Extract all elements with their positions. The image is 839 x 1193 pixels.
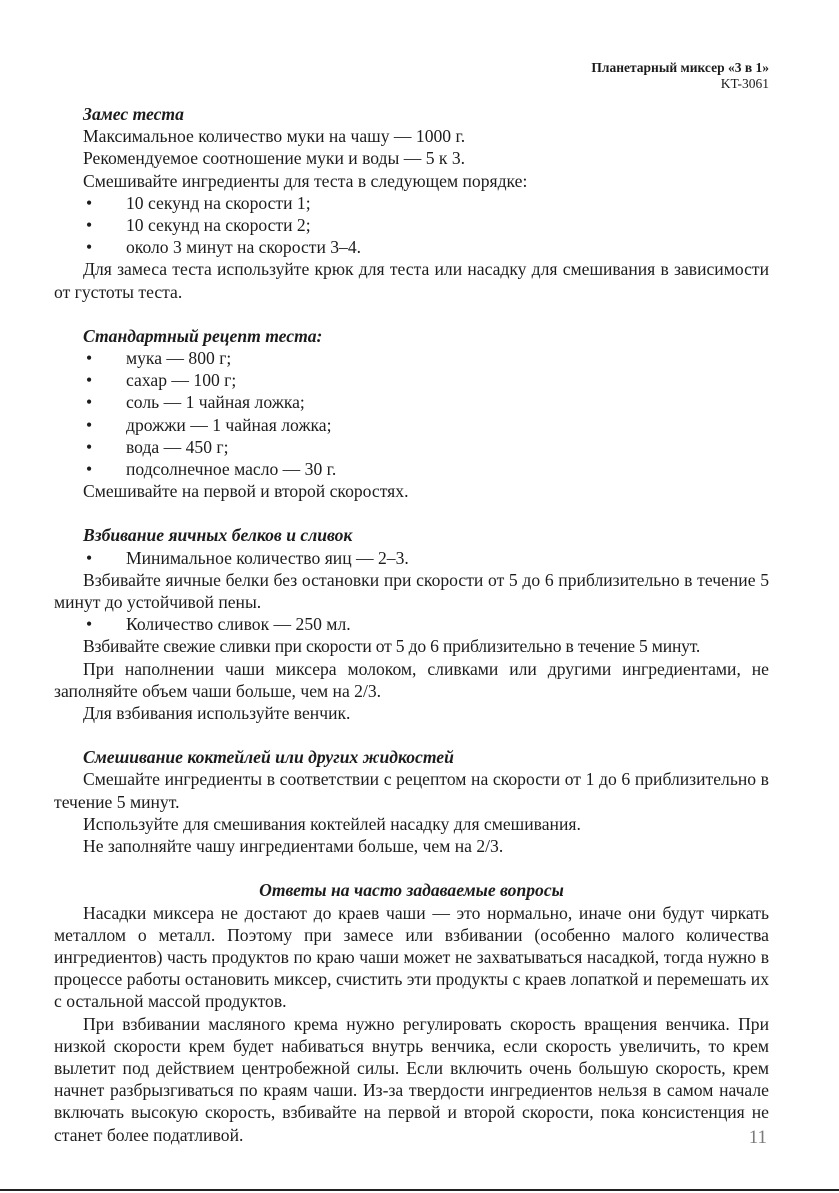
section-title-dough: Замес теста [83,104,184,124]
bullet-icon: • [86,370,93,391]
list-item: • 10 секунд на скорости 1; [86,192,311,213]
paragraph: При наполнении чаши миксера молоком, сливками или другими ингредиентами, не заполняйте объем чаши больше, чем на 2/3. [54,658,769,701]
paragraph: При взбивании масляного крема нужно регулировать скорость вращения венчика. При низкой скорости крем будет набиваться внутрь венчика, если скорость увеличить, то крем вылетит под действием центробежной силы. Если включить очень большую скорость, крем начнет разбрызгиваться по краям чаши. Из-за твердости ингредиентов нельзя в самом начале включать высокую скорость, взбивайте на первой и второй скорости, пока консистенция не станет более податливой. [54,1013,769,1145]
text-line: Максимальное количество муки на чашу — 1000 г. [83,126,466,147]
bullet-icon: • [86,547,93,568]
paragraph: Не заполняйте чашу ингредиентами больше, чем на 2/3. [83,836,504,857]
model-number: KT-3061 [720,76,769,91]
whipping-list-cream [54,613,769,635]
bullet-icon: • [86,436,93,457]
bullet-icon: • [86,192,93,213]
bullet-icon: • [86,459,93,480]
list-item: • мука — 800 г; [86,348,232,369]
list-item: • дрожжи — 1 чайная ложка; [86,414,332,435]
list-item: • сахар — 100 г; [86,370,237,391]
bullet-icon: • [86,348,93,369]
list-item: • подсолнечное масло — 30 г. [86,459,337,480]
list-item: • Количество сливок — 250 мл. [86,614,351,635]
bottom-rule [0,1189,839,1191]
list-item: • около 3 минут на скорости 3–4. [86,237,362,258]
dough-speed-list [54,192,769,259]
product-name: Планетарный миксер «3 в 1» [591,60,769,75]
paragraph: Взбивайте свежие сливки при скорости от 5 до 6 приблизительно в течение 5 минут. [83,636,701,657]
paragraph: Смешайте ингредиенты в соответствии с рецептом на скорости от 1 до 6 приблизительно в течение 5 минут. [54,769,769,812]
recipe-ingredient-list [54,347,769,480]
list-item: • соль — 1 чайная ложка; [86,392,305,413]
paragraph: Для замеса теста используйте крюк для теста или насадку для смешивания в зависимости от густоты теста. [54,259,769,302]
list-item: • вода — 450 г; [86,436,229,457]
section-title-faq: Ответы на часто задаваемые вопросы [259,880,564,901]
paragraph: Насадки миксера не достают до краев чаши — это нормально, иначе они будут чиркать металлом о металл. Поэтому при замесе или взбивании (особенно малого количества ингредиентов) часть продуктов по краю чаши может не захватываться насадкой, тогда нужно в процессе работы остановить миксер, счистить эти продукты с краев лопаткой и перемешать их с остальной массой продуктов. [54,902,769,1012]
paragraph: Смешивайте на первой и второй скоростях. [83,481,409,502]
text-line: Смешивайте ингредиенты для теста в следующем порядке: [83,170,528,191]
paragraph: Используйте для смешивания коктейлей насадку для смешивания. [83,813,581,834]
page-header [591,60,769,92]
section-title-recipe: Стандартный рецепт теста: [83,325,323,346]
paragraph: Взбивайте яичные белки без остановки при скорости от 5 до 6 приблизительно в течение 5 минут до устойчивой пены. [54,569,769,613]
section-title-whipping: Взбивание яичных белков и сливок [83,525,353,546]
bullet-icon: • [86,237,93,258]
paragraph: Для взбивания используйте венчик. [83,703,351,724]
list-item: • 10 секунд на скорости 2; [86,215,311,236]
whipping-list-eggs [54,547,769,569]
bullet-icon: • [86,614,93,635]
list-item: • Минимальное количество яиц — 2–3. [86,547,409,568]
page-content [54,103,769,1146]
page-number: 11 [748,1127,767,1148]
bullet-icon: • [86,414,93,435]
text-line: Рекомендуемое соотношение муки и воды — 5 к 3. [83,148,466,169]
section-title-cocktails: Смешивание коктейлей или других жидкостей [83,747,454,768]
bullet-icon: • [86,392,93,413]
bullet-icon: • [86,215,93,236]
